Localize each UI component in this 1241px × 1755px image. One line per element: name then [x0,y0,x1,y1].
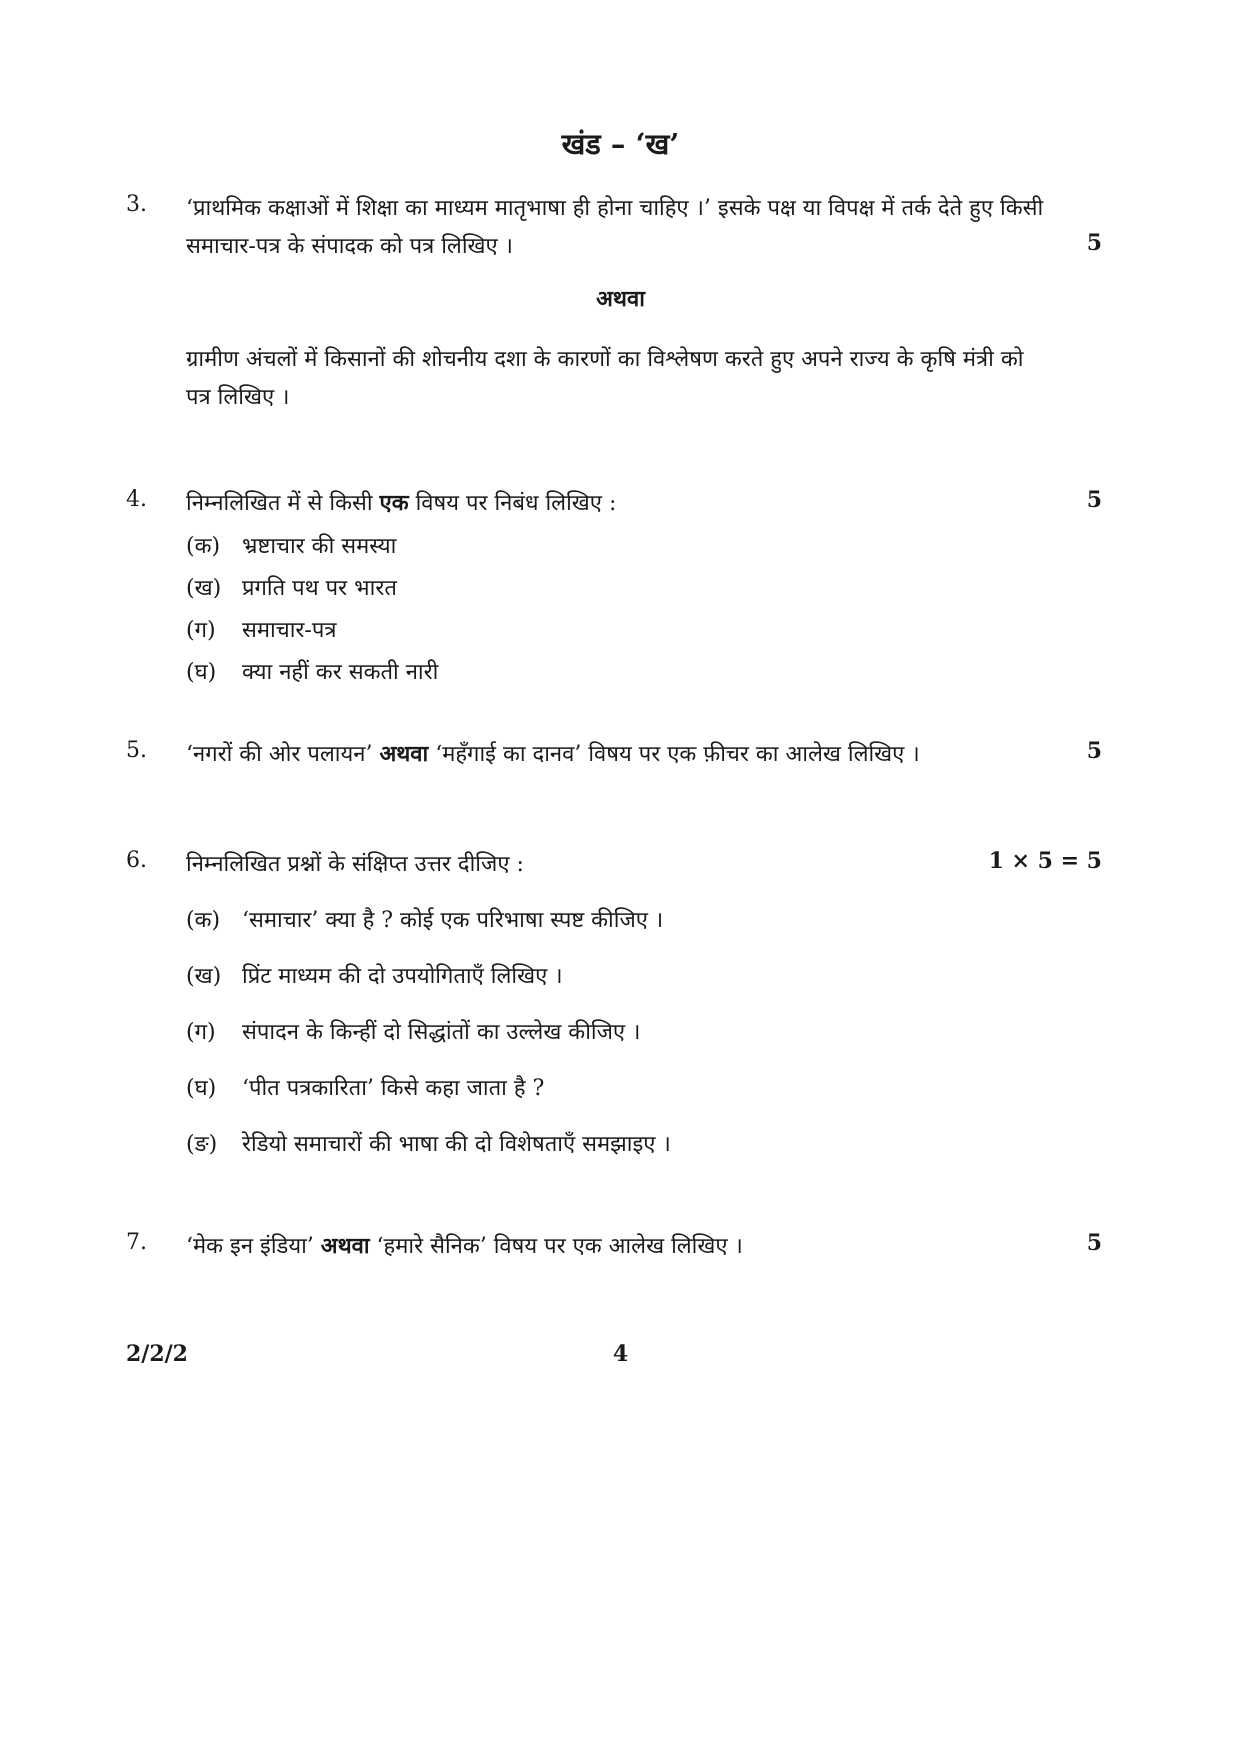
question-4-text-bold: एक [379,490,409,516]
question-7-text-bold: अथवा [320,1233,370,1259]
question-3-or-label: अथवा [596,286,645,312]
question-5-text-bold: अथवा [379,741,429,767]
question-7-marks: 5 [1086,1230,1102,1256]
question-6-marks: 1 × 5 = 5 [988,848,1102,874]
question-5-text [186,738,920,768]
question-6-part-text: प्रिंट माध्यम की दो उपयोगिताएँ लिखिए । [242,964,563,989]
question-4-option-label: (ख) [186,576,222,601]
page-number: 4 [612,1341,629,1367]
question-6-part-text: ‘पीत पत्रकारिता’ किसे कहा जाता है ? [242,1076,545,1101]
question-6-part-label: (क) [186,908,221,933]
question-4-text-before: निम्नलिखित में से किसी [186,491,380,516]
question-4-option-label: (ग) [186,618,216,643]
question-3-alt-line-1: ग्रामीण अंचलों में किसानों की शोचनीय दशा के कारणों का विश्लेषण करते हुए अपने राज्य के कृषि मंत्री को [186,347,1024,372]
question-4-number: 4. [126,487,147,512]
question-4-option-text: समाचार-पत्र [242,618,337,643]
question-5-marks: 5 [1086,738,1102,764]
question-4-text-after: विषय पर निबंध लिखिए : [408,491,617,516]
question-7-text-after: ‘हमारे सैनिक’ विषय पर एक आलेख लिखिए । [369,1234,743,1259]
question-3-number: 3. [126,192,147,217]
question-4-marks: 5 [1086,487,1102,513]
question-5-text-before: ‘नगरों की ओर पलायन’ [186,742,380,767]
question-4-option-text: क्या नहीं कर सकती नारी [242,660,439,685]
question-3-alt-line-2: पत्र लिखिए । [186,385,290,410]
question-4-option-text: भ्रष्टाचार की समस्या [242,534,397,559]
question-4-option-text: प्रगति पथ पर भारत [242,576,397,601]
section-title: खंड – ‘ख’ [561,127,680,161]
question-7-number: 7. [126,1230,147,1255]
question-6-part-label: (ग) [186,1020,216,1045]
question-6-part-label: (ख) [186,964,222,989]
question-4-option-label: (क) [186,534,221,559]
question-3-line-1: ‘प्राथमिक कक्षाओं में शिक्षा का माध्यम मातृभाषा ही होना चाहिए ।’ इसके पक्ष या विपक्ष में तर्क देते हुए किसी [186,196,1044,221]
question-7-text [186,1230,743,1260]
question-5-text-after: ‘महँगाई का दानव’ विषय पर एक फ़ीचर का आलेख लिखिए । [428,742,920,767]
question-6-part-text: ‘समाचार’ क्या है ? कोई एक परिभाषा स्पष्ट कीजिए । [242,908,664,933]
question-6-part-label: (ङ) [186,1132,218,1157]
question-4-text [186,487,616,517]
question-6-part-text: रेडियो समाचारों की भाषा की दो विशेषताएँ समझाइए । [242,1132,671,1157]
question-6-text: निम्नलिखित प्रश्नों के संक्षिप्त उत्तर दीजिए : [186,852,524,877]
question-6-part-text: संपादन के किन्हीं दो सिद्धांतों का उल्लेख कीजिए । [242,1020,641,1045]
paper-code: 2/2/2 [126,1341,188,1367]
question-3-line-2: समाचार-पत्र के संपादक को पत्र लिखिए । [186,234,514,259]
question-6-part-label: (घ) [186,1076,217,1101]
question-7-text-before: ‘मेक इन इंडिया’ [186,1234,321,1259]
question-4-option-label: (घ) [186,660,217,685]
question-6-number: 6. [126,848,147,873]
question-3-marks: 5 [1086,230,1102,256]
question-5-number: 5. [126,738,147,763]
